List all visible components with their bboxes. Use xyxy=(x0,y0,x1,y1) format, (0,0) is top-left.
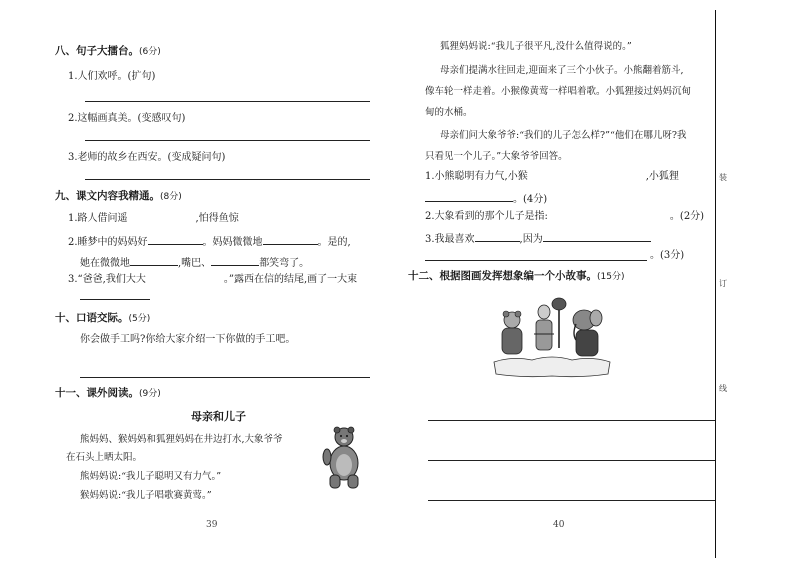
story-paragraph: 熊妈妈说:“我儿子聪明又有力气。” xyxy=(80,471,222,482)
reading-q2: 2.大象看到的那个儿子是指: 。(2分) xyxy=(425,211,705,222)
story-paragraph: 狐狸妈妈说:“我儿子很平凡,没什么值得说的。” xyxy=(440,41,632,52)
story-paragraph: 在石头上晒太阳。 xyxy=(66,452,143,463)
story-writing-line[interactable] xyxy=(428,420,716,421)
fill-blank[interactable] xyxy=(475,230,520,242)
bear-illustration xyxy=(322,425,370,491)
answer-line[interactable] xyxy=(85,140,370,141)
reading-q3: 3.我最喜欢 ,因为 xyxy=(425,230,651,246)
sec9-q1: 1.路人借问遥 ,怕得鱼惊 xyxy=(68,213,239,224)
story-writing-line[interactable] xyxy=(428,500,716,501)
page-number: 39 xyxy=(206,520,218,530)
sec9-q3: 3.“爸爸,我们大大 。”露西在信的结尾,画了一大束 xyxy=(68,274,358,285)
binding-label: 装 xyxy=(719,173,727,182)
sec8-q2: 2.这幅画真美。(变感叹句) xyxy=(68,113,186,124)
story-writing-line[interactable] xyxy=(428,460,716,461)
sec9-q2: 2.睡梦中的妈妈好 。妈妈微微地 。是的, xyxy=(68,233,351,249)
answer-line[interactable] xyxy=(80,377,370,378)
story-paragraph: 像车轮一样走着。小猴像黄莺一样唱着歌。小狐狸接过妈妈沉甸 xyxy=(425,86,692,97)
binding-line xyxy=(715,10,716,558)
fill-blank[interactable] xyxy=(543,230,651,242)
fill-blank[interactable] xyxy=(148,233,203,245)
answer-line[interactable] xyxy=(85,101,370,102)
story-paragraph: 甸的水桶。 xyxy=(425,107,473,118)
fill-blank[interactable] xyxy=(130,254,178,266)
sec12-title: 十二、根据图画发挥想象编一个小故事。(15分) xyxy=(408,270,625,282)
story-paragraph: 只看见一个儿子。”大象爷爷回答。 xyxy=(425,151,568,162)
sec8-q3: 3.老师的故乡在西安。(变成疑问句) xyxy=(68,152,226,163)
story-paragraph: 母亲们提满水往回走,迎面来了三个小伙子。小熊翻着筋斗, xyxy=(440,65,684,76)
animals-illustration xyxy=(492,290,612,380)
binding-label: 线 xyxy=(719,384,727,393)
sec8-q1: 1.人们欢呼。(扩句) xyxy=(68,71,156,82)
reading-q1-cont: 。(4分) xyxy=(425,190,547,206)
answer-line[interactable] xyxy=(80,299,150,300)
reading-q3-score: 。(3分) xyxy=(650,250,685,261)
answer-line[interactable] xyxy=(425,260,647,261)
sec11-title: 十一、课外阅读。(9分) xyxy=(55,387,161,399)
fill-blank[interactable] xyxy=(211,254,259,266)
binding-label: 订 xyxy=(719,279,727,288)
sec10-prompt: 你会做手工吗?你给大家介绍一下你做的手工吧。 xyxy=(80,334,296,345)
sec9-title: 九、课文内容我精通。(8分) xyxy=(55,190,182,202)
sec8-title: 八、句子大擂台。(6分) xyxy=(55,45,161,57)
story-paragraph: 熊妈妈、猴妈妈和狐狸妈妈在井边打水,大象爷爷 xyxy=(80,434,283,445)
story-title: 母亲和儿子 xyxy=(191,410,246,423)
reading-q1: 1.小熊聪明有力气,小猴 ,小狐狸 xyxy=(425,171,679,182)
answer-line[interactable] xyxy=(85,179,370,180)
page-number: 40 xyxy=(553,520,565,530)
fill-blank[interactable] xyxy=(425,190,513,202)
fill-blank[interactable] xyxy=(263,233,318,245)
sec10-title: 十、口语交际。(5分) xyxy=(55,312,151,324)
story-paragraph: 母亲们问大象爷爷:“我们的儿子怎么样?”“他们在哪儿呀?我 xyxy=(440,130,687,141)
story-paragraph: 猴妈妈说:“我儿子唱歌赛黄莺。” xyxy=(80,490,212,501)
sec9-q2-cont: 她在微微地 ,嘴巴、 都笑弯了。 xyxy=(80,254,309,270)
